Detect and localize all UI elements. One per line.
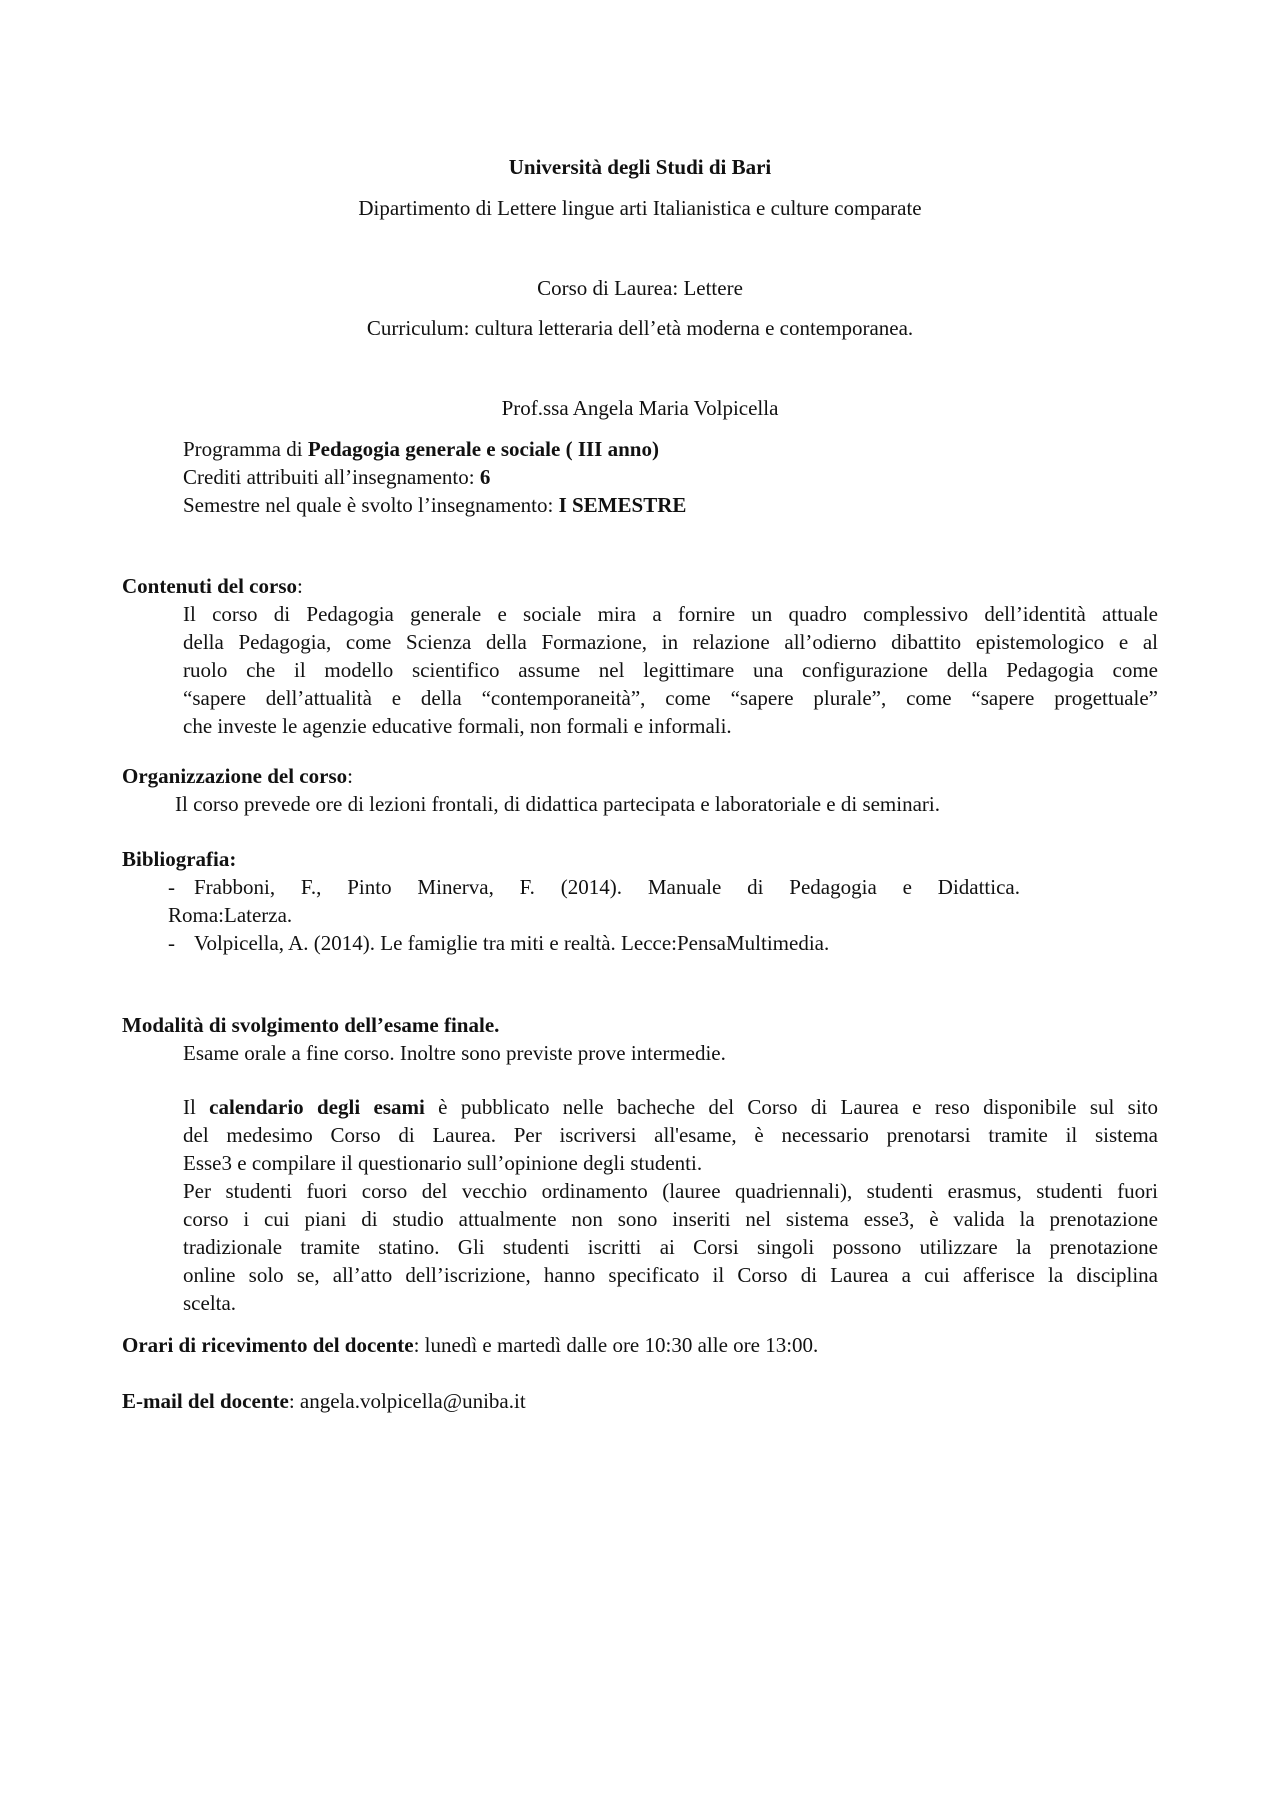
bibliografia-heading: Bibliografia: — [122, 847, 237, 871]
bibliography-dash: - — [168, 931, 175, 955]
email-line: E-mail del docente: angela.volpicella@uniba.it — [122, 1389, 526, 1413]
bibliography-dash: - — [168, 875, 175, 899]
contenuti-line: della Pedagogia, come Scienza della Formazione, in relazione all’odierno dibattito epistemologico e al — [183, 630, 1158, 654]
bibliography-item: Volpicella, A. (2014). Le famiglie tra miti e realtà. Lecce:PensaMultimedia. — [194, 931, 830, 955]
professor-line: Prof.ssa Angela Maria Volpicella — [501, 396, 779, 420]
calendario-paragraph: Il calendario degli esami è pubblicato nelle bacheche del Corso di Laurea e reso disponibile sul sito del medesimo Corso di Laurea. Per iscriversi all'esame, è necessario prenotarsi tramite il sistema Esse3 e compilare il questionario sull’opinione degli studenti. — [183, 1095, 1159, 1175]
esame-heading: Modalità di svolgimento dell’esame finale. — [122, 1013, 500, 1037]
department-line: Dipartimento di Lettere lingue arti Italianistica e culture comparate — [358, 196, 922, 220]
course-line: Corso di Laurea: Lettere — [537, 276, 743, 300]
organizzazione-text: Il corso prevede ore di lezioni frontali, di didattica partecipata e laboratoriale e di seminari. — [175, 792, 941, 816]
contenuti-line: ruolo che il modello scientifico assume nel legittimare una configurazione della Pedagogia come — [183, 658, 1158, 682]
bibliography-item: Frabboni, F., Pinto Minerva, F. (2014). Manuale di Pedagogia e Didattica. — [194, 875, 1020, 899]
curriculum-line: Curriculum: cultura letteraria dell’età moderna e contemporanea. — [366, 316, 914, 340]
program-line: Programma di Pedagogia generale e sociale ( III anno) — [183, 437, 659, 461]
bibliography-item-continuation: Roma:Laterza. — [168, 903, 293, 927]
contenuti-line: “sapere dell’attualità e della “contemporaneità”, come “sapere plurale”, come “sapere progettuale” — [183, 686, 1158, 710]
contenuti-line: che investe le agenzie educative formali, non formali e informali. — [183, 714, 732, 738]
email-address[interactable]: : angela.volpicella@uniba.it — [288, 1389, 526, 1413]
calendario-esami-bold: calendario degli esami — [209, 1095, 425, 1119]
contenuti-paragraph — [183, 600, 1158, 740]
university-title: Università degli Studi di Bari — [508, 155, 772, 179]
fuori-corso-paragraph: Per studenti fuori corso del vecchio ordinamento (lauree quadriennali), studenti erasmus, studenti fuori corso i cui piani di studio attualmente non sono inseriti nel sistema esse3, è valida la prenotazione tradizionale tramite statino. Gli studenti iscritti ai Corsi singoli possono utilizzare la prenotazione online solo se, all’atto dell’iscrizione, hanno specificato il Corso di Laurea a cui afferisce la disciplina scelta. — [183, 1179, 1158, 1315]
organizzazione-heading: Organizzazione del corso: — [122, 764, 353, 788]
semester-line: Semestre nel quale è svolto l’insegnamento: I SEMESTRE — [183, 493, 687, 517]
contenuti-line: Il corso di Pedagogia generale e sociale mira a fornire un quadro complessivo dell’identità attuale — [183, 602, 1158, 626]
contenuti-heading: Contenuti del corso: — [122, 574, 303, 598]
ricevimento-line: Orari di ricevimento del docente: lunedì e martedì dalle ore 10:30 alle ore 13:00. — [122, 1333, 819, 1357]
esame-intro: Esame orale a fine corso. Inoltre sono previste prove intermedie. — [183, 1041, 726, 1065]
credits-line: Crediti attribuiti all’insegnamento: 6 — [183, 465, 491, 489]
